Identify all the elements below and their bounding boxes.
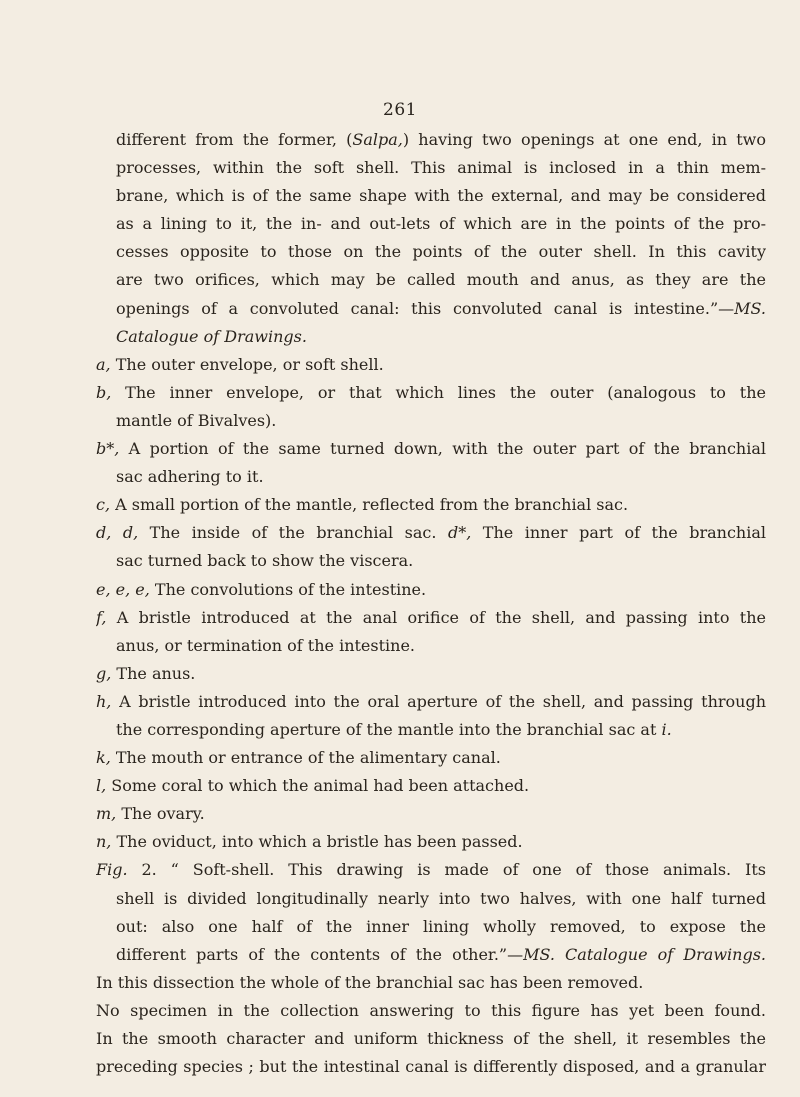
text-line: k, The mouth or entrance of the alimentary canal. — [96, 748, 501, 768]
text-line: h, A bristle introduced into the oral aperture of the shell, and passing through — [96, 691, 766, 711]
text-line: out: also one half of the inner lining wholly removed, to expose the — [116, 916, 766, 936]
text-line: are two orifices, which may be called mouth and anus, as they are the — [116, 270, 766, 290]
text-line: shell is divided longitudinally nearly into two halves, with one half turned — [116, 888, 766, 908]
text-line: a, The outer envelope, or soft shell. — [96, 354, 384, 374]
text-line: No specimen in the collection answering to this figure has yet been found. — [96, 1000, 766, 1020]
text-line: openings of a convoluted canal: this convoluted canal is intestine.”—MS. — [116, 298, 766, 318]
text-line: d, d, The inside of the branchial sac. d*, The inner part of the branchial — [96, 523, 766, 543]
page-number: 261 — [383, 100, 417, 120]
text-line: m, The ovary. — [96, 804, 205, 824]
text-line: b, The inner envelope, or that which lines the outer (analogous to the — [96, 382, 766, 402]
text-line: brane, which is of the same shape with the external, and may be considered — [116, 186, 766, 206]
text-line: mantle of Bivalves). — [116, 410, 277, 430]
text-line: as a lining to it, the in- and out-lets of which are in the points of the pro- — [116, 214, 766, 234]
text-line: l, Some coral to which the animal had been attached. — [96, 776, 530, 796]
text-line: anus, or termination of the intestine. — [116, 635, 416, 655]
text-line: different parts of the contents of the other.”—MS. Catalogue of Drawings. — [116, 944, 766, 964]
body-text — [96, 126, 766, 1081]
text-line: preceding species ; but the intestinal canal is differently disposed, and a granular — [96, 1057, 766, 1077]
text-line: the corresponding aperture of the mantle into the branchial sac at i. — [116, 719, 672, 739]
text-line: b*, A portion of the same turned down, with the outer part of the branchial — [96, 439, 766, 459]
text-line: f, A bristle introduced at the anal orifice of the shell, and passing into the — [96, 607, 766, 627]
text-line: sac turned back to show the viscera. — [116, 551, 414, 571]
text-line: processes, within the soft shell. This animal is inclosed in a thin mem- — [116, 158, 766, 178]
text-line: g, The anus. — [96, 663, 196, 683]
text-line: n, The oviduct, into which a bristle has been passed. — [96, 832, 523, 852]
text-line: In this dissection the whole of the branchial sac has been removed. — [96, 972, 644, 992]
text-line: different from the former, (Salpa,) having two openings at one end, in two — [116, 130, 766, 149]
text-line: e, e, e, The convolutions of the intestine. — [96, 579, 427, 599]
text-line: Catalogue of Drawings. — [116, 326, 307, 346]
text-line: sac adhering to it. — [116, 467, 264, 487]
text-line: In the smooth character and uniform thickness of the shell, it resembles the — [96, 1029, 766, 1048]
text-line: c, A small portion of the mantle, reflected from the branchial sac. — [96, 495, 629, 515]
text-line: Fig. 2. “ Soft-shell. This drawing is made of one of those animals. Its — [96, 860, 766, 880]
text-line: cesses opposite to those on the points of the outer shell. In this cavity — [116, 242, 766, 262]
